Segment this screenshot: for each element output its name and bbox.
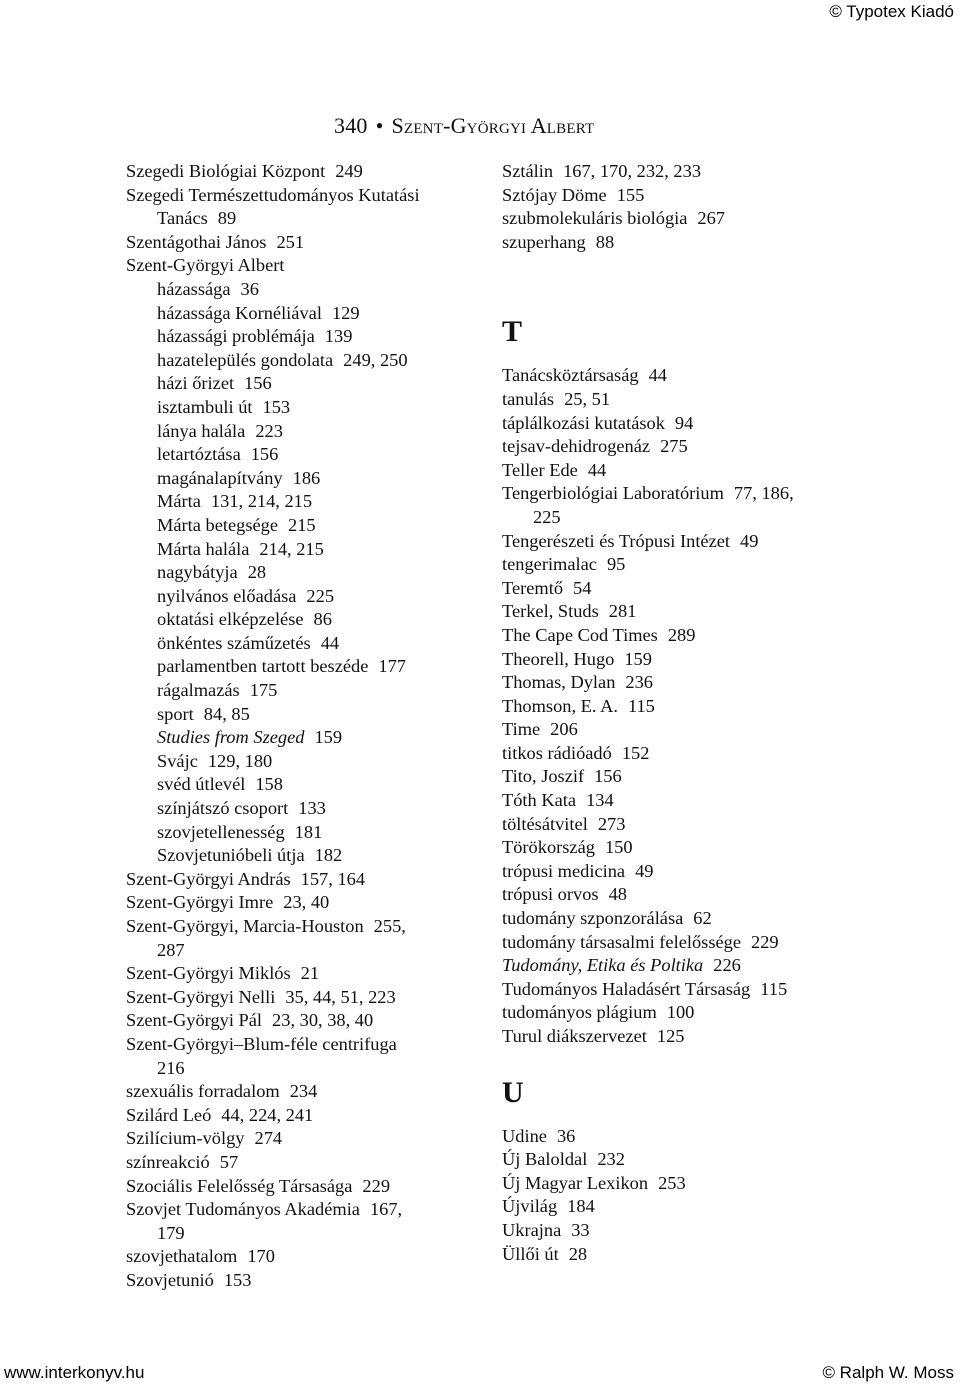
entry-term: magánalapítvány <box>157 467 283 488</box>
index-entry <box>126 561 471 585</box>
entry-pages: 86 <box>313 609 332 630</box>
index-entry <box>502 577 847 601</box>
entry-pages: 129 <box>331 302 360 323</box>
entry-term: Márta <box>157 491 201 512</box>
index-entry <box>126 467 471 491</box>
entry-pages: 249 <box>335 161 363 181</box>
index-entry <box>502 860 847 884</box>
index-entry <box>502 931 847 955</box>
index-entry <box>126 396 471 420</box>
entry-term: Szentágothai János <box>126 231 267 252</box>
entry-pages: 255, <box>373 916 406 936</box>
index-column-left <box>126 160 471 1293</box>
index-entry <box>502 530 847 554</box>
entry-term: töltésátvitel <box>502 813 588 834</box>
entry-pages: 44, 224, 241 <box>221 1104 314 1125</box>
index-entry <box>126 420 471 444</box>
index-entry <box>126 372 471 396</box>
entry-pages: 157, 164 <box>300 868 366 889</box>
index-entry <box>126 655 471 679</box>
entry-term: tudomány társasalmi felelőssége <box>502 931 742 952</box>
index-entry <box>126 490 471 514</box>
index-entry <box>126 443 471 467</box>
index-entry <box>126 1151 471 1175</box>
index-entry <box>502 648 847 672</box>
entry-pages: 62 <box>693 908 712 929</box>
entry-pages: 88 <box>595 231 615 252</box>
entry-pages: 139 <box>324 326 353 347</box>
index-entry <box>126 773 471 797</box>
index-entry <box>126 750 471 774</box>
entry-term: Szent-Györgyi Nelli <box>126 986 276 1007</box>
entry-term: tengerimalac <box>502 554 597 575</box>
index-entry <box>502 1195 847 1219</box>
entry-pages: 155 <box>616 184 645 205</box>
entry-pages: 159 <box>314 727 343 748</box>
entry-pages: 36 <box>556 1125 576 1146</box>
entry-term: Tudomány, Etika és Poltika <box>502 955 704 976</box>
entry-pages: 229 <box>751 931 779 952</box>
entry-pages: 44 <box>648 365 667 386</box>
entry-term: szubmolekuláris biológia <box>502 208 688 229</box>
entry-term: Szovjetunióbeli útja <box>157 845 305 866</box>
entry-pages: 167, 170, 232, 233 <box>563 161 702 181</box>
entry-pages: 134 <box>586 790 614 811</box>
entry-term: önkéntes száműzetés <box>157 632 311 653</box>
index-entry <box>126 703 471 727</box>
entry-term: nyilvános előadása <box>157 585 297 606</box>
entry-pages: 21 <box>300 963 320 984</box>
entry-term: Szent-Györgyi Pál <box>126 1010 263 1031</box>
entry-term: házi őrizet <box>157 373 235 394</box>
entry-pages: 153 <box>262 396 291 417</box>
entry-pages: 214, 215 <box>259 538 324 559</box>
entry-pages: 25, 51 <box>564 388 611 409</box>
entry-pages: 57 <box>219 1151 239 1172</box>
entry-pages: 133 <box>298 798 326 819</box>
index-entry <box>502 671 847 695</box>
index-entry <box>502 160 847 184</box>
entry-term: Tengerbiológiai Laboratórium <box>502 483 724 504</box>
index-entry <box>502 553 847 577</box>
section-letter-t: T <box>502 315 523 349</box>
entry-term: Újvilág <box>502 1196 558 1217</box>
index-entry <box>502 836 847 860</box>
entry-pages: 156 <box>594 766 622 787</box>
entry-pages: 215 <box>288 514 316 535</box>
entry-term: tejsav-dehidrogenáz <box>502 436 651 457</box>
index-entry <box>502 1001 847 1025</box>
entry-pages: 275 <box>660 436 688 457</box>
entry-term: Szent-Györgyi, Marcia-Houston <box>126 916 364 936</box>
entry-term: Theorell, Hugo <box>502 648 615 669</box>
entry-term: The Cape Cod Times <box>502 624 658 645</box>
entry-pages: 158 <box>255 774 283 795</box>
entry-term: Márta betegsége <box>157 514 279 535</box>
index-entry <box>502 1025 847 1049</box>
entry-pages: 159 <box>624 648 652 669</box>
entry-pages: 48 <box>608 884 627 905</box>
index-entry <box>126 278 471 302</box>
index-entry <box>502 506 847 530</box>
index-entry <box>502 907 847 931</box>
entry-pages: 36 <box>240 278 259 299</box>
entry-term: szovjetellenesség <box>157 821 285 842</box>
entry-term: Új Magyar Lexikon <box>502 1172 649 1193</box>
entry-term: tudomány szponzorálása <box>502 908 684 929</box>
entry-pages: 206 <box>550 719 578 740</box>
entry-term: Turul diákszervezet <box>502 1026 647 1046</box>
entry-pages: 223 <box>255 420 283 441</box>
entry-pages: 156 <box>244 373 272 394</box>
entry-term: 225 <box>533 506 561 527</box>
entry-term: oktatási elképzelése <box>157 609 304 630</box>
entry-term: Üllői út <box>502 1243 559 1264</box>
entry-term: trópusi medicina <box>502 860 626 881</box>
index-entry <box>126 184 471 208</box>
entry-pages: 186 <box>292 467 321 488</box>
index-entry <box>126 207 471 231</box>
entry-pages: 177 <box>378 656 406 677</box>
entry-term: Sztójay Döme <box>502 184 607 205</box>
entry-term: tanulás <box>502 388 555 409</box>
index-entry <box>126 915 471 939</box>
index-entry <box>126 1198 471 1222</box>
entry-pages: 125 <box>656 1026 685 1046</box>
index-entry <box>502 1219 847 1243</box>
entry-pages: 236 <box>625 672 653 693</box>
index-group-t <box>502 364 847 1048</box>
index-entry <box>126 608 471 632</box>
entry-term: titkos rádióadó <box>502 742 612 763</box>
entry-term: 179 <box>157 1222 185 1243</box>
entry-pages: 226 <box>713 955 741 976</box>
entry-pages: 33 <box>571 1219 590 1240</box>
index-entry <box>126 514 471 538</box>
entry-pages: 167, <box>369 1199 403 1220</box>
entry-pages: 54 <box>573 577 592 598</box>
index-entry <box>502 789 847 813</box>
entry-term: nagybátyja <box>157 562 238 583</box>
entry-pages: 28 <box>568 1243 588 1264</box>
index-entry <box>502 364 847 388</box>
index-entry <box>502 883 847 907</box>
entry-pages: 23, 30, 38, 40 <box>272 1010 374 1031</box>
entry-term: színjátszó csoport <box>157 798 289 819</box>
index-entry <box>126 962 471 986</box>
entry-pages: 232 <box>597 1149 625 1170</box>
index-entry <box>502 1172 847 1196</box>
index-entry <box>126 349 471 373</box>
entry-term: Szovjetunió <box>126 1269 214 1290</box>
entry-pages: 181 <box>294 821 323 842</box>
entry-pages: 150 <box>604 837 633 858</box>
entry-term: Tudományos Haladásért Társaság <box>502 978 751 999</box>
index-entry <box>502 624 847 648</box>
entry-term: letartóztása <box>157 444 241 465</box>
index-entry <box>126 231 471 255</box>
entry-pages: 100 <box>666 1002 695 1023</box>
index-entry <box>126 585 471 609</box>
index-entry <box>502 388 847 412</box>
entry-pages: 115 <box>760 978 788 999</box>
index-entry <box>126 986 471 1010</box>
index-group-u <box>502 1125 847 1267</box>
entry-term: Szegedi Természettudományos Kutatási <box>126 184 420 205</box>
index-entry <box>126 797 471 821</box>
entry-term: Törökország <box>502 837 595 858</box>
index-entry <box>502 412 847 436</box>
entry-term: Tito, Joszif <box>502 766 585 787</box>
entry-term: Thomas, Dylan <box>502 672 616 693</box>
entry-term: Tanács <box>157 208 208 229</box>
entry-pages: 94 <box>674 412 694 433</box>
index-entry <box>502 742 847 766</box>
entry-pages: 251 <box>276 231 305 252</box>
entry-term: Szilícium-völgy <box>126 1128 245 1149</box>
entry-term: hazatelepülés gondolata <box>157 349 334 370</box>
entry-pages: 49 <box>635 860 654 881</box>
entry-term: tudományos plágium <box>502 1002 657 1023</box>
entry-pages: 77, 186, <box>733 483 794 504</box>
index-entry <box>502 718 847 742</box>
entry-pages: 156 <box>250 444 279 465</box>
entry-pages: 225 <box>306 585 335 606</box>
index-group-s <box>502 160 847 254</box>
index-column-right <box>502 160 847 1266</box>
entry-term: Tengerészeti és Trópusi Intézet <box>502 530 731 551</box>
entry-term: színreakció <box>126 1151 210 1172</box>
index-entry <box>502 459 847 483</box>
entry-pages: 229 <box>362 1175 391 1196</box>
footer-website: www.interkonyv.hu <box>4 1363 145 1382</box>
entry-term: Terkel, Studs <box>502 601 599 622</box>
entry-term: Teller Ede <box>502 459 578 480</box>
entry-pages: 152 <box>621 742 650 763</box>
index-entry <box>126 726 471 750</box>
entry-term: Sztálin <box>502 161 554 181</box>
index-entry <box>502 231 847 255</box>
entry-pages: 234 <box>289 1081 318 1102</box>
index-entry <box>502 978 847 1002</box>
index-entry <box>126 160 471 184</box>
entry-pages: 95 <box>606 554 626 575</box>
entry-term: táplálkozási kutatások <box>502 412 665 433</box>
entry-pages: 182 <box>314 845 343 866</box>
entry-pages: 184 <box>567 1196 595 1217</box>
entry-term: lánya halála <box>157 420 246 441</box>
entry-term: Szociális Felelősség Társasága <box>126 1175 353 1196</box>
index-entry <box>502 954 847 978</box>
entry-term: Svájc <box>157 750 198 771</box>
entry-term: házassága <box>157 278 231 299</box>
index-entry <box>502 1243 847 1267</box>
entry-term: Teremtő <box>502 577 564 598</box>
index-entry <box>126 1080 471 1104</box>
entry-term: 216 <box>157 1057 185 1078</box>
index-entry <box>126 939 471 963</box>
index-entry <box>502 600 847 624</box>
entry-pages: 273 <box>597 813 626 834</box>
index-entry <box>126 1245 471 1269</box>
running-head <box>334 113 594 139</box>
entry-term: Szent-Györgyi Albert <box>126 255 285 276</box>
entry-term: Szegedi Biológiai Központ <box>126 161 326 181</box>
entry-pages: 28 <box>247 562 267 583</box>
entry-term: rágalmazás <box>157 680 240 701</box>
index-entry <box>502 695 847 719</box>
footer-author-copyright: © Ralph W. Moss <box>822 1363 954 1382</box>
index-entry <box>126 632 471 656</box>
entry-pages: 289 <box>667 624 696 645</box>
index-entry <box>126 302 471 326</box>
entry-term: isztambuli út <box>157 396 253 417</box>
entry-term: Szent-Györgyi–Blum-féle centrifuga <box>126 1033 397 1054</box>
entry-term: Márta halála <box>157 538 250 559</box>
index-entry <box>126 1104 471 1128</box>
copyright-notice: © Typotex Kiadó <box>829 2 954 21</box>
entry-pages: 115 <box>627 695 655 716</box>
index-entry <box>502 813 847 837</box>
entry-term: sport <box>157 703 194 724</box>
entry-term: Szilárd Leó <box>126 1104 212 1125</box>
entry-pages: 131, 214, 215 <box>210 491 313 512</box>
index-entry <box>502 207 847 231</box>
entry-pages: 281 <box>608 601 637 622</box>
index-entry <box>126 891 471 915</box>
entry-term: trópusi orvos <box>502 884 599 905</box>
entry-pages: 44 <box>587 459 607 480</box>
page-number: 340 <box>334 113 368 138</box>
index-entry <box>502 765 847 789</box>
index-entry <box>126 1127 471 1151</box>
entry-term: szovjethatalom <box>126 1246 238 1267</box>
index-entry <box>126 821 471 845</box>
index-entry <box>126 1033 471 1057</box>
entry-pages: 175 <box>249 680 278 701</box>
entry-term: parlamentben tartott beszéde <box>157 656 369 677</box>
entry-pages: 23, 40 <box>283 892 330 913</box>
entry-pages: 267 <box>697 208 725 229</box>
index-entry <box>126 1222 471 1246</box>
entry-term: Tanácsköztársaság <box>502 365 639 386</box>
index-entry <box>126 1009 471 1033</box>
entry-term: Szovjet Tudományos Akadémia <box>126 1199 360 1220</box>
entry-pages: 35, 44, 51, 223 <box>285 986 396 1007</box>
index-entry <box>126 254 471 278</box>
entry-pages: 49 <box>740 530 759 551</box>
entry-term: Tóth Kata <box>502 790 577 811</box>
index-entry <box>126 1269 471 1293</box>
entry-term: Studies from Szeged <box>157 727 305 748</box>
index-entry <box>126 844 471 868</box>
entry-term: 287 <box>157 939 185 960</box>
entry-term: svéd útlevél <box>157 774 246 795</box>
index-entry <box>126 325 471 349</box>
entry-term: házassága Kornéliával <box>157 302 322 323</box>
index-entry <box>126 679 471 703</box>
index-entry <box>502 435 847 459</box>
entry-pages: 253 <box>658 1172 686 1193</box>
index-entry <box>126 538 471 562</box>
index-entry <box>502 482 847 506</box>
index-entry <box>502 1148 847 1172</box>
entry-pages: 170 <box>247 1246 275 1267</box>
index-entry <box>502 184 847 208</box>
entry-term: Szent-Györgyi András <box>126 868 291 889</box>
entry-term: Szent-Györgyi Imre <box>126 892 274 913</box>
entry-term: Új Baloldal <box>502 1149 588 1170</box>
entry-pages: 44 <box>320 632 340 653</box>
entry-pages: 89 <box>217 208 237 229</box>
entry-term: szexuális forradalom <box>126 1081 280 1102</box>
entry-term: szuperhang <box>502 231 586 252</box>
entry-pages: 249, 250 <box>343 349 408 370</box>
index-entry <box>126 1057 471 1081</box>
entry-term: Ukrajna <box>502 1219 562 1240</box>
index-entry <box>502 1125 847 1149</box>
entry-pages: 129, 180 <box>207 750 273 771</box>
entry-term: Thomson, E. A. <box>502 695 618 716</box>
entry-term: Szent-Györgyi Miklós <box>126 963 291 984</box>
entry-term: Time <box>502 719 541 740</box>
index-entry <box>126 868 471 892</box>
entry-pages: 274 <box>254 1128 283 1149</box>
index-entry <box>126 1175 471 1199</box>
bullet-separator: • <box>375 113 384 138</box>
entry-term: házassági problémája <box>157 326 315 347</box>
entry-term: Udine <box>502 1125 547 1146</box>
book-title: Szent-Györgyi Albert <box>391 113 595 138</box>
entry-pages: 153 <box>223 1269 252 1290</box>
section-letter-u: U <box>502 1075 524 1109</box>
entry-pages: 84, 85 <box>203 703 250 724</box>
